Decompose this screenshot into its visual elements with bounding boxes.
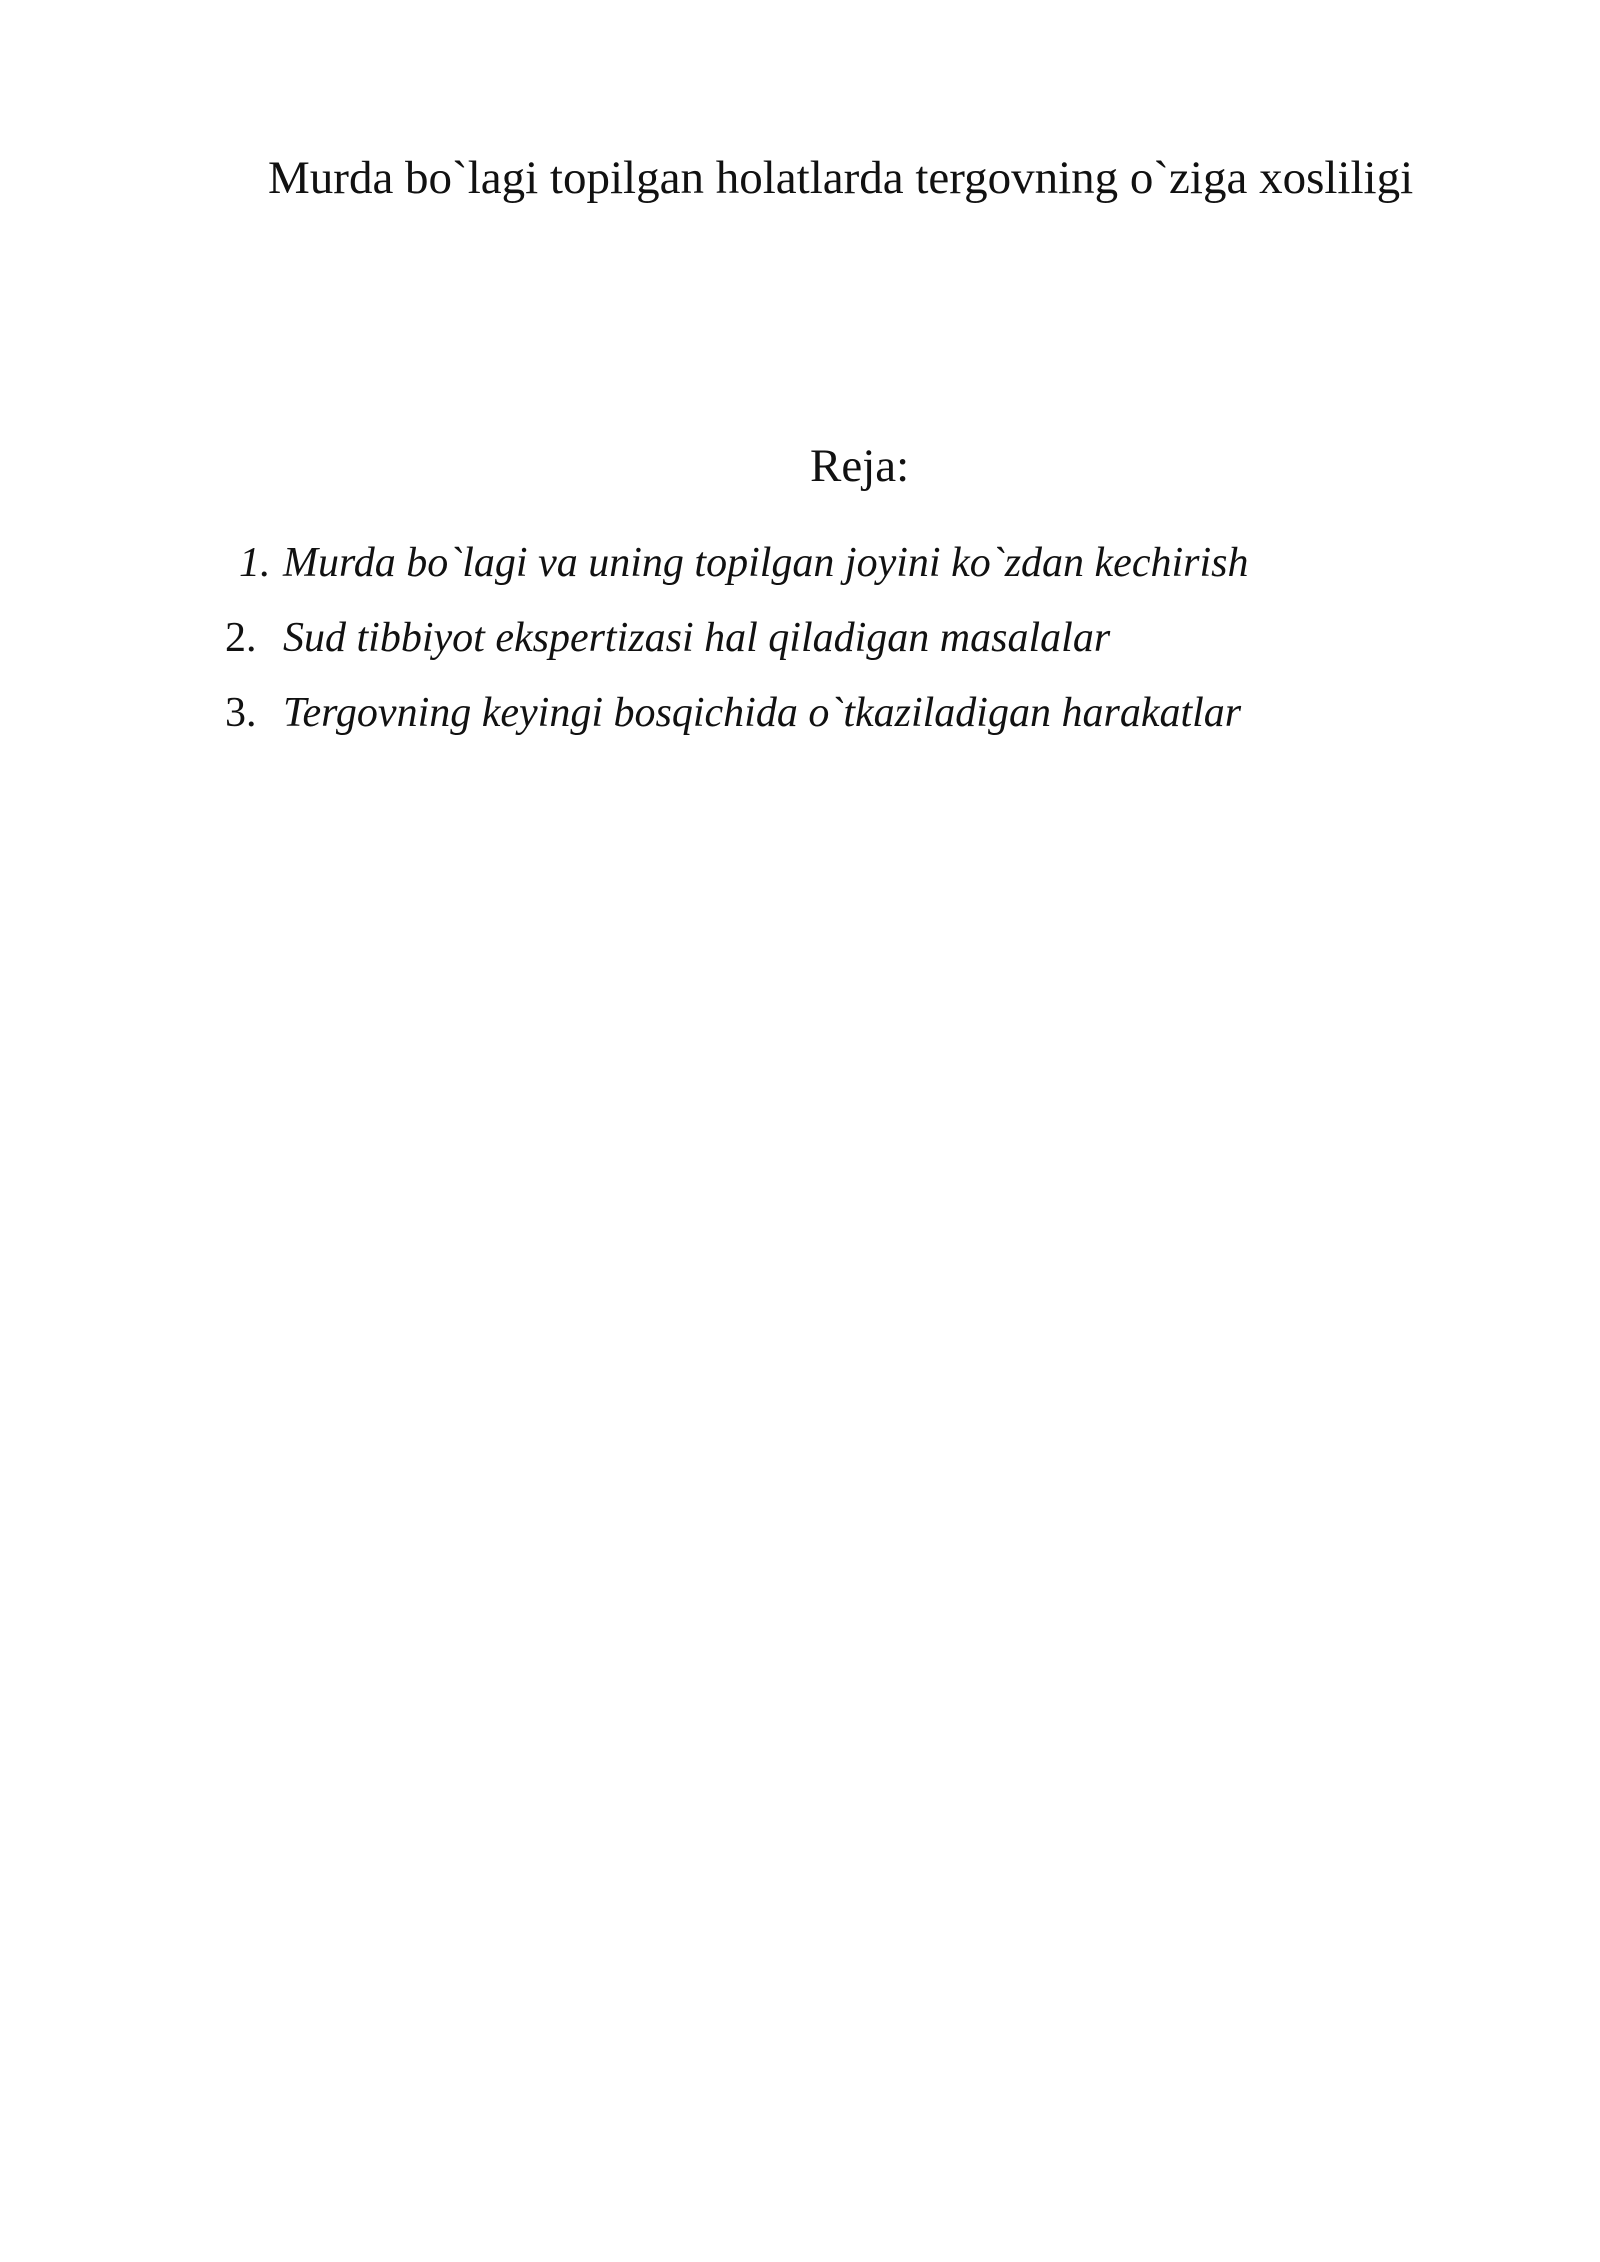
plan-item (225, 688, 1249, 763)
plan-item-text: Sud tibbiyot ekspertizasi hal qiladigan masalalar (283, 615, 1111, 661)
plan-item (225, 538, 1249, 613)
plan-item-number: 2. (225, 615, 257, 661)
document-title: Murda bo`lagi topilgan holatlarda tergovning o`ziga xosliligi (268, 152, 1414, 204)
plan-item-text: Murda bo`lagi va uning topilgan joyini ko`zdan kechirish (283, 540, 1249, 586)
plan-item (225, 613, 1249, 688)
plan-item-number: 1. (239, 540, 271, 586)
plan-list (225, 538, 1249, 763)
plan-item-text: Tergovning keyingi bosqichida o`tkaziladigan harakatlar (283, 690, 1242, 736)
plan-item-number: 3. (225, 690, 257, 736)
plan-heading: Reja: (810, 440, 910, 492)
